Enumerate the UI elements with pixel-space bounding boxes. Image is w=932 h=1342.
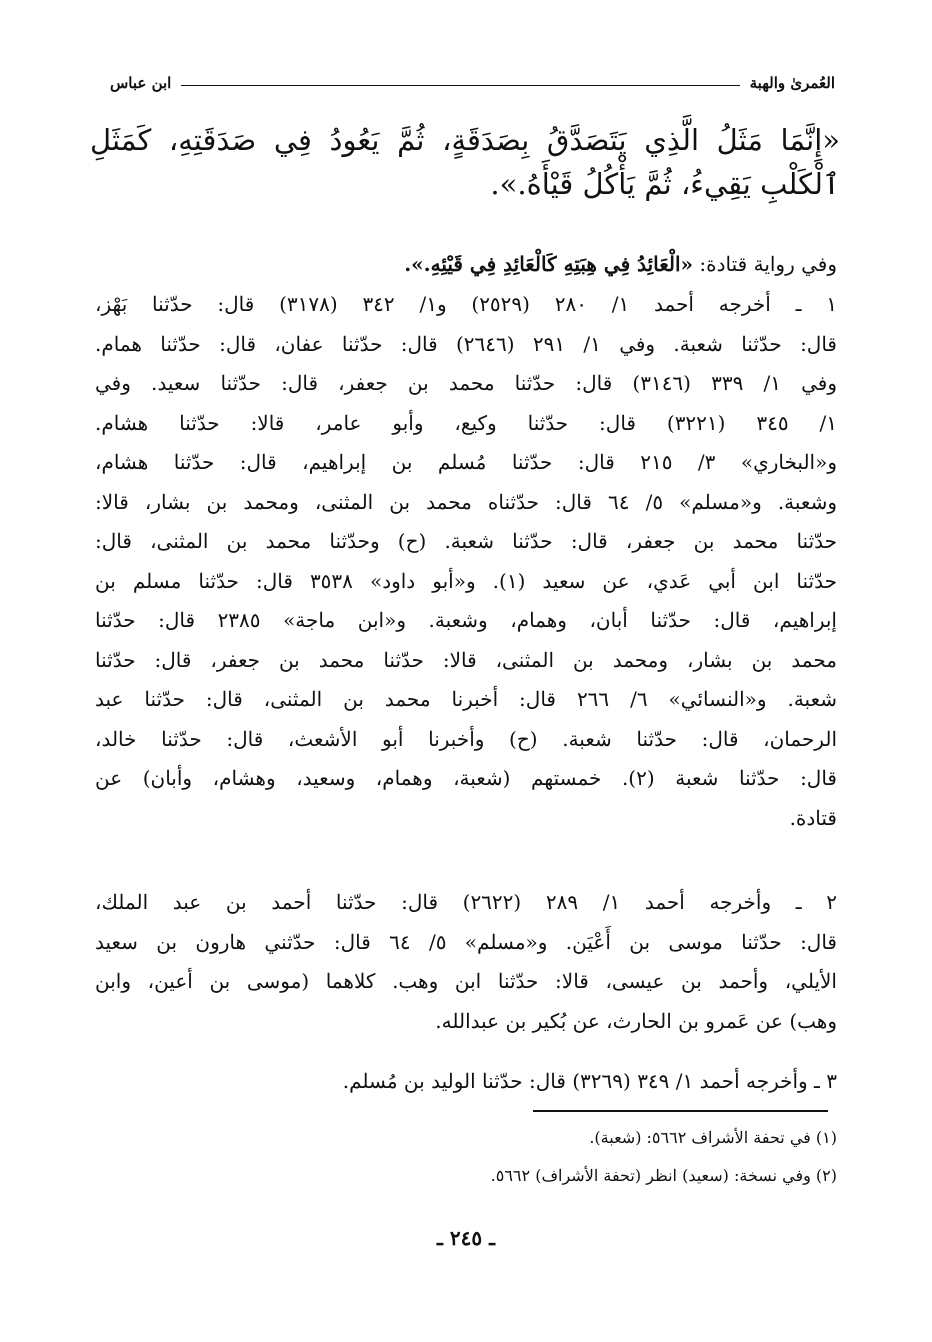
footnotes bbox=[317, 1119, 837, 1195]
footnote-1: (١) في تحفة الأشراف ٥٦٦٢: (شعبة). bbox=[589, 1128, 837, 1147]
footnote-separator bbox=[533, 1110, 828, 1112]
paragraph-line: قال: حدّثنا شعبة (٢). خمستهم (شعبة، وهمام، وسعيد، وهشام، وأبان) عن bbox=[95, 766, 837, 790]
paragraph-line: قال: حدّثنا موسى بن أَعْيَن. و«مسلم» ٥/ ٦٤ قال: حدّثني هارون بن سعيد bbox=[95, 929, 837, 954]
running-head-section: ابن عباس bbox=[110, 74, 172, 92]
paragraph-line: الأيلي، وأحمد بن عيسى، قالا: حدّثنا ابن وهب. كلاهما (موسى بن أعين، وابن bbox=[95, 969, 837, 993]
qatada-line bbox=[95, 245, 837, 285]
paragraph-line: قتادة. bbox=[789, 805, 837, 830]
paragraph-line: قال: حدّثنا شعبة. وفي ١/ ٢٩١ (٢٦٤٦) قال: حدّثنا عفان، قال: حدّثنا همام. bbox=[95, 331, 837, 356]
takhrij-section-1 bbox=[95, 285, 837, 838]
paragraph-line: ٣ ـ وأخرجه أحمد ١/ ٣٤٩ (٣٢٦٩) قال: حدّثنا الوليد بن مُسلم. bbox=[342, 1069, 837, 1093]
takhrij-section-2 bbox=[95, 883, 837, 1041]
qatada-variant bbox=[95, 245, 837, 285]
page-number: ـ ٢٤٥ ـ bbox=[437, 1226, 495, 1250]
qatada-intro: وفي رواية قتادة: bbox=[693, 252, 837, 276]
paragraph-line: حدّثنا محمد بن جعفر، قال: حدّثنا شعبة. (ح) وحدّثنا محمد بن المثنى، قال: bbox=[95, 529, 837, 553]
paragraph-line: ١ ـ أخرجه أحمد ١/ ٢٨٠ (٢٥٢٩) و١/ ٣٤٢ (٣١٧٨) قال: حدّثنا بَهْز، bbox=[95, 292, 837, 316]
paragraph-line: إبراهيم، قال: حدّثنا أبان، وهمام، وشعبة. و«ابن ماجة» ٢٣٨٥ قال: حدّثنا bbox=[95, 608, 837, 632]
paragraph-line: وهب) عن عَمرو بن الحارث، عن بُكير بن عبدالله. bbox=[435, 1008, 837, 1033]
paragraph-line: وفي ١/ ٣٣٩ (٣١٤٦) قال: حدّثنا محمد بن جعفر، قال: حدّثنا سعيد. وفي bbox=[95, 371, 837, 395]
paragraph-line: ١/ ٣٤٥ (٣٢٢١) قال: حدّثنا وكيع، وأبو عامر، قالا: حدّثنا هشام. bbox=[95, 410, 837, 435]
paragraph-line: الرحمان، قال: حدّثنا شعبة. (ح) وأخبرنا أبو الأشعث، قال: حدّثنا خالد، bbox=[95, 726, 837, 751]
hadith-text bbox=[90, 118, 840, 206]
running-head-chapter: العُمرىٰ والهبة bbox=[749, 74, 835, 92]
footnote-2: (٢) وفي نسخة: (سعيد) انظر (تحفة الأشراف) ٥٦٦٢. bbox=[490, 1166, 837, 1185]
takhrij-section-3 bbox=[95, 1062, 837, 1102]
paragraph-line: ٢ ـ وأخرجه أحمد ١/ ٢٨٩ (٢٦٢٢) قال: حدّثنا أحمد بن عبد الملك، bbox=[95, 890, 837, 914]
paragraph-line: و«البخاري» ٣/ ٢١٥ قال: حدّثنا مُسلم بن إبراهيم، قال: حدّثنا هشام، bbox=[95, 450, 837, 474]
running-head-rule bbox=[181, 85, 739, 86]
running-head bbox=[110, 66, 835, 92]
hadith-line: «إِنَّمَا مَثَلُ الَّذِي يَتَصَدَّقُ بِصَدَقَةٍ، ثُمَّ يَعُودُ فِي صَدَقَتِهِ، كَمَثَلِ bbox=[90, 123, 840, 157]
paragraph-line: شعبة. و«النسائي» ٦/ ٢٦٦ قال: أخبرنا محمد بن المثنى، قال: حدّثنا عبد bbox=[95, 687, 837, 711]
hadith-line: ٱلْكَلْبِ يَقِيءُ، ثُمَّ يَأْكُلُ قَيْأَهُ.». bbox=[490, 167, 840, 201]
paragraph-line: وشعبة. و«مسلم» ٥/ ٦٤ قال: حدّثناه محمد بن المثنى، ومحمد بن بشار، قالا: bbox=[95, 489, 837, 514]
paragraph-line: محمد بن بشار، ومحمد بن المثنى، قالا: حدّثنا محمد بن جعفر، قال: حدّثنا bbox=[95, 647, 837, 672]
qatada-quote: «الْعَائِدُ فِي هِبَتِهِ كَالْعَائِدِ فِي قَيْئِهِ.». bbox=[404, 252, 694, 276]
paragraph-line: حدّثنا ابن أبي عَدي، عن سعيد (١). و«أبو داود» ٣٥٣٨ قال: حدّثنا مسلم بن bbox=[95, 568, 837, 593]
